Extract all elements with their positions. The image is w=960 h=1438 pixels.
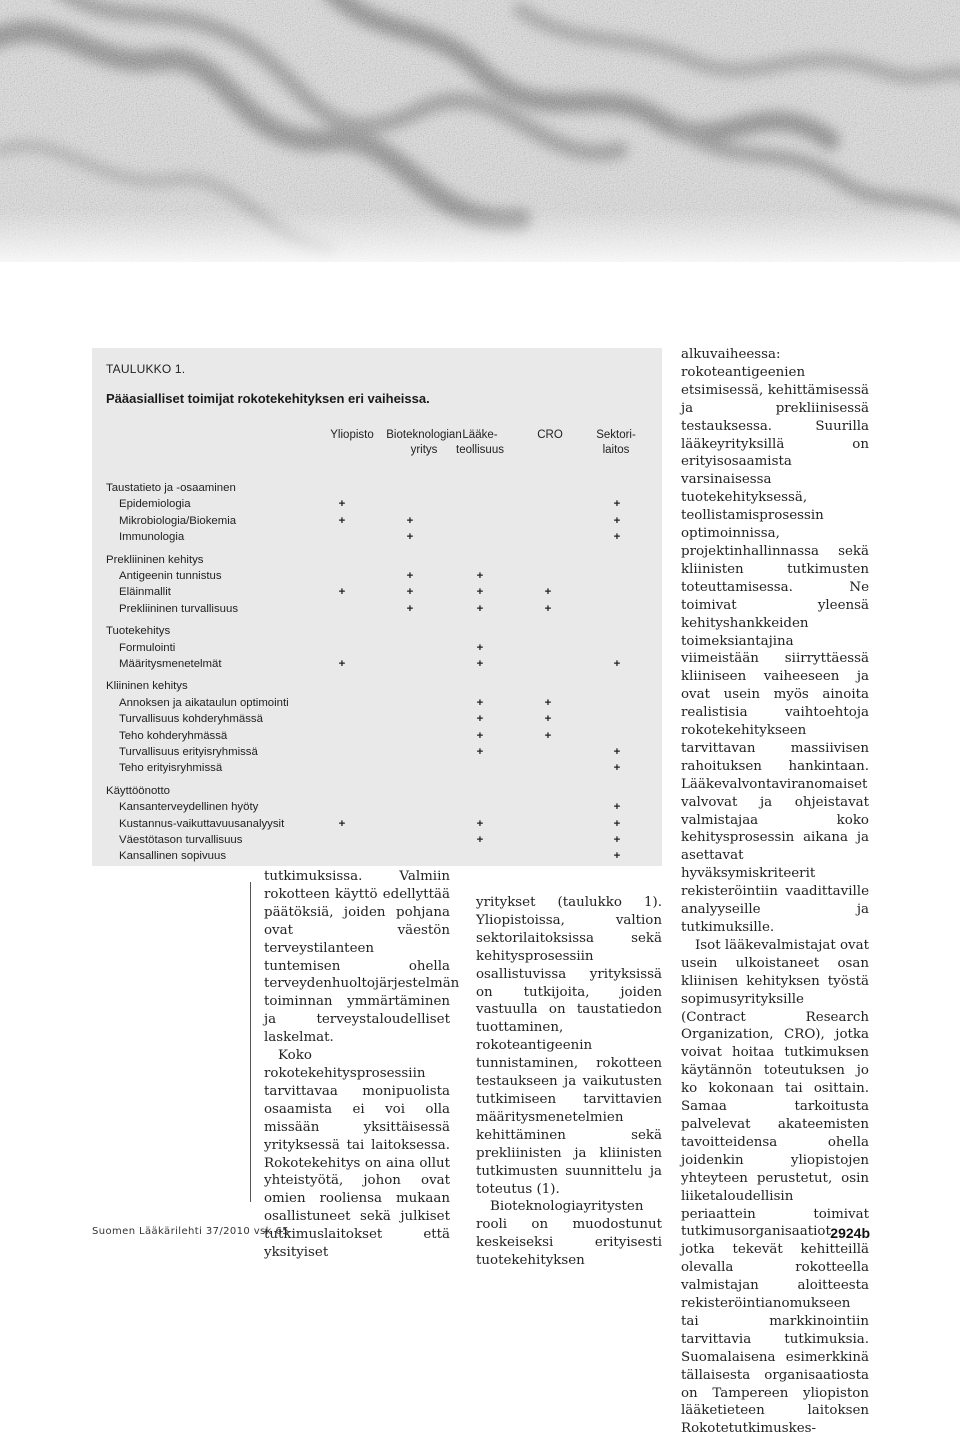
text-column-left [264,868,460,1262]
plus-mark: + [476,658,484,670]
table-row [92,513,662,529]
table-row [92,601,662,617]
plus-mark: + [476,817,484,830]
category-label: Kliininen kehitys [106,680,188,693]
row-label: Turvallisuus kohderyhmässä [119,713,263,726]
plus-mark: + [476,713,484,726]
plus-mark: + [338,658,346,670]
table-row [92,656,662,672]
table-row [92,584,662,600]
plus-mark: + [476,746,484,758]
table-title: Pääasialliset toimijat rokotekehityksen eri vaiheissa. [106,391,430,406]
column-header-cro: CRO [537,429,563,441]
plus-mark: + [338,817,346,830]
category-label: Tuotekehitys [106,625,171,638]
plus-mark: + [613,514,621,527]
plus-mark: + [613,531,621,544]
table-row [92,640,662,656]
plus-mark: + [476,602,484,615]
column-divider [250,882,251,1202]
table-category-row [92,480,662,496]
row-label: Antigeenin tunnistus [119,570,222,582]
plus-mark: + [613,658,621,670]
table-row [92,728,662,744]
plus-mark: + [406,570,414,582]
table-row [92,816,662,832]
plus-mark: + [406,586,414,599]
table-box [92,348,662,866]
plus-mark: + [338,514,346,527]
plus-mark: + [476,586,484,599]
table-row [92,496,662,512]
plus-mark: + [613,801,621,814]
table-row [92,760,662,776]
table-row [92,711,662,727]
table-row [92,695,662,711]
plus-mark: + [613,762,621,775]
row-label: Eläinmallit [119,586,171,599]
text-column-right [681,346,869,1438]
table-label: TAULUKKO 1. [106,362,186,376]
column-header-yliopisto: Yliopisto [330,429,374,441]
row-label: Immunologia [119,531,185,544]
paragraph: yritykset (taulukko 1). Yliopistoissa, valtion sektorilaitoksissa sekä kehitysprosessiin osallistuvissa yrityksissä on tutkijoita, joiden vastuulla on taustatiedon tuottaminen, rokoteantigeenin tunnistaminen, rokotteen testaukseen ja vaikutusten tutkimiseen tarvittavien määritysmenetelmien kehittäminen sekä prekliinisten ja kliinisten tutkimusten suunnittelu ja toteutus (1). [476,895,662,1197]
page-number: 2924b [830,1225,870,1241]
plus-mark: + [544,713,552,726]
paragraph: Koko rokotekehitysprosessiin tarvittavaa monipuolista osaamista ei voi olla missään yksittäisessä yrityksessä tai laitoksessa. Rokotekehitys on aina ollut yhteistyötä, johon ovat omien rooliensa mukaan osallistuneet sekä julkiset tutkimuslaitokset että yksityiset [264,1048,450,1261]
journal-footer: Suomen Lääkärilehti 37/2010 vsk 65 [92,1226,289,1237]
plus-mark: + [544,602,552,615]
paragraph: Bioteknologiayritysten rooli on muodostunut keskeiseksi erityisesti tuotekehityksen [476,1199,662,1269]
paragraph: alkuvaiheessa: rokoteantigeenien etsimisessä, kehittämisessä ja prekliinisessä testauksessa. Suurilla lääkeyrityksillä on erityisosaamista varsinaisessa tuotekehityksessä, teollistamisprosessin optimoinnissa, projektinhallinnassa sekä kliinisten tutkimusten toteuttamisessa. Ne toimivat yleensä kehityshankkeiden toimeksiantajina viimeistään siirryttäessä kliiniseen vaiheeseen ja ovat usein myös ainoita realistisia vaihtoehtoja rokotekehitykseen tarvittavan massiivisen rahoituksen hankintaan. Lääkevalvontaviranomaiset valvovat ja ohjeistavat valmistajaa koko kehitysprosessin aikana ja asettavat hyväksymiskriteerit rekisteröintiin vaadittaville analyyseille ja tutkimuksille. [681,347,869,935]
table-row [92,848,662,864]
table-row [92,744,662,760]
category-label: Prekliininen kehitys [106,553,204,566]
row-label: Väestötason turvallisuus [119,834,243,846]
row-label: Kansanterveydellinen hyöty [119,801,259,814]
table-category-row [92,552,662,568]
row-label: Teho erityisryhmissä [119,762,223,775]
plus-mark: + [406,602,414,615]
plus-mark: + [544,729,552,742]
table-category-row [92,623,662,639]
paragraph: tutkimuksissa. Valmiin rokotteen käyttö edellyttää päätöksiä, joiden pohjana ovat väestön terveystilanteen tuntemisen ohella terveydenhuoltojärjestelmän toiminnan ymmärtäminen ja terveystaloudelliset laskelmat. [264,869,460,1046]
column-header-laaketeollisuus: Lääke- teollisuus [456,429,504,456]
plus-mark: + [476,729,484,742]
row-label: Annoksen ja aikataulun optimointi [119,696,289,709]
category-label: Taustatieto ja -osaaminen [106,482,236,494]
row-label: Turvallisuus erityisryhmissä [119,746,258,758]
text-column-middle [476,894,662,1270]
table-row [92,832,662,848]
row-label: Määritysmenetelmät [119,658,222,670]
plus-mark: + [613,817,621,830]
table-row [92,568,662,584]
row-label: Prekliininen turvallisuus [119,602,239,615]
plus-mark: + [613,498,621,511]
column-header-sektorilaitos: Sektori- laitos [596,429,636,456]
plus-mark: + [476,696,484,709]
row-label: Kustannus-vaikuttavuusanalyysit [119,817,285,830]
table-category-row [92,783,662,799]
plus-mark: + [476,641,484,654]
plus-mark: + [476,834,484,846]
plus-mark: + [476,570,484,582]
row-label: Kansallinen sopivuus [119,850,227,863]
plus-mark: + [406,514,414,527]
row-label: Epidemiologia [119,498,191,511]
column-header-bioteknologian-yritys: Bioteknologian yritys [386,429,462,456]
plus-mark: + [406,531,414,544]
table-row [92,529,662,545]
row-label: Formulointi [119,641,176,654]
paragraph: Isot lääkevalmistajat ovat usein ulkoistaneet osan kliinisen kehityksen työstä sopimusyrityksille (Contract Research Organization, CRO), jotka voivat hoitaa tutkimuksen käytännön toteutuksen jo ko kokonaan tai osittain. Samaa tarkoitusta palvelevat akateemisten tavoitteidensa ohella joidenkin yliopistojen yhteyteen perustetut, osin liiketaloudellisin periaattein toimivat tutkimusorganisaatiot, jotka tekevät kehitteillä olevalla rokotteella valmistajan aloitteesta rekisteröintianomukseen tai markkinointiin tarvittavia tutkimuksia. Suomalaisena esimerkkinä tällaisesta organisaatiosta on Tampereen yliopiston lääketieteen laitoksen Rokotetutkimuskes- [681,937,869,1437]
sand-header-image [0,0,960,262]
category-label: Käyttöönotto [106,784,170,797]
row-label: Teho kohderyhmässä [119,729,228,742]
plus-mark: + [338,498,346,511]
plus-mark: + [613,746,621,758]
table-row [92,799,662,815]
plus-mark: + [613,850,621,863]
row-label: Mikrobiologia/Biokemia [119,514,237,527]
plus-mark: + [613,834,621,846]
table-category-row [92,678,662,694]
plus-mark: + [544,696,552,709]
plus-mark: + [544,586,552,599]
plus-mark: + [338,586,346,599]
